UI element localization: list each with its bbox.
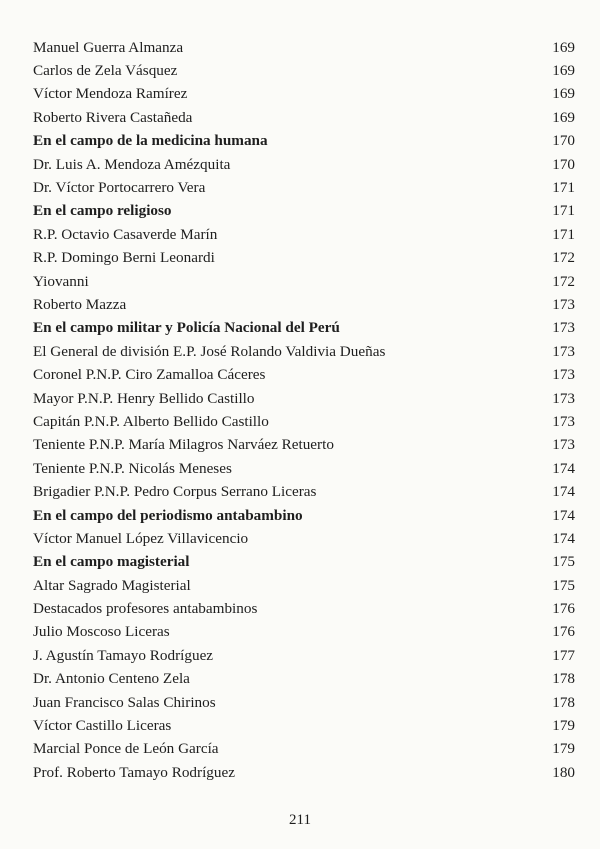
toc-entry-title: Marcial Ponce de León García — [33, 740, 219, 758]
toc-entry — [33, 410, 575, 433]
toc-entry — [33, 527, 575, 550]
toc-entry — [33, 434, 575, 457]
toc-entry-page: 179 — [552, 717, 575, 735]
toc-entry-page: 169 — [552, 62, 575, 80]
toc-entry-title: Destacados profesores antabambinos — [33, 600, 258, 618]
toc-entry-page: 170 — [552, 132, 575, 150]
toc-entry — [33, 480, 575, 503]
toc-entry-page: 169 — [552, 108, 575, 126]
toc-entry — [33, 83, 575, 106]
toc-entry — [33, 176, 575, 199]
toc-entry-page: 174 — [552, 483, 575, 501]
toc-entry-page: 174 — [552, 529, 575, 547]
toc-entry-page: 172 — [552, 272, 575, 290]
toc-entry-page: 170 — [552, 155, 575, 173]
toc-entry — [33, 574, 575, 597]
toc-entry-title: Víctor Mendoza Ramírez — [33, 85, 188, 103]
toc-entry-page: 171 — [552, 179, 575, 197]
toc-section-heading — [33, 200, 575, 223]
toc-entry-page: 177 — [552, 646, 575, 664]
toc-entry — [33, 270, 575, 293]
toc-entry-title: En el campo de la medicina humana — [33, 132, 268, 150]
toc-entry-title: Manuel Guerra Almanza — [33, 38, 184, 56]
toc-entry-title: R.P. Octavio Casaverde Marín — [33, 225, 218, 243]
toc-entry-title: Víctor Castillo Liceras — [33, 717, 172, 735]
toc-entry-title: Prof. Roberto Tamayo Rodríguez — [33, 763, 235, 781]
toc-section-heading — [33, 130, 575, 153]
toc-entry — [33, 387, 575, 410]
toc-entry — [33, 106, 575, 129]
toc-entry-page: 172 — [552, 249, 575, 267]
toc-entry-title: Yiovanni — [33, 272, 89, 290]
toc-entry-page: 173 — [552, 366, 575, 384]
toc-entry-title: Altar Sagrado Magisterial — [33, 576, 191, 594]
toc-entry-title: J. Agustín Tamayo Rodríguez — [33, 646, 214, 664]
toc-entry-page: 173 — [552, 319, 575, 337]
toc-entry-page: 176 — [552, 600, 575, 618]
toc-entry-page: 173 — [552, 342, 575, 360]
toc-entry-page: 180 — [552, 763, 575, 781]
toc-entry-title: Juan Francisco Salas Chirinos — [33, 693, 216, 711]
toc-entry — [33, 644, 575, 667]
toc-entry-page: 173 — [552, 436, 575, 454]
toc-entry-title: En el campo religioso — [33, 202, 172, 220]
toc-entry-page: 175 — [552, 553, 575, 571]
toc-entry-title: Coronel P.N.P. Ciro Zamalloa Cáceres — [33, 366, 266, 384]
table-of-contents — [33, 36, 575, 785]
toc-entry — [33, 293, 575, 316]
toc-entry-title: Teniente P.N.P. Nicolás Meneses — [33, 459, 232, 477]
toc-section-heading — [33, 317, 575, 340]
toc-entry — [33, 59, 575, 82]
toc-entry-page: 175 — [552, 576, 575, 594]
toc-entry — [33, 36, 575, 59]
toc-entry — [33, 761, 575, 784]
toc-entry-title: Capitán P.N.P. Alberto Bellido Castillo — [33, 412, 269, 430]
toc-entry-title: Brigadier P.N.P. Pedro Corpus Serrano Liceras — [33, 483, 317, 501]
toc-entry-title: En el campo magisterial — [33, 553, 190, 571]
toc-entry-page: 179 — [552, 740, 575, 758]
toc-entry-title: Roberto Rivera Castañeda — [33, 108, 193, 126]
toc-entry-title: En el campo del periodismo antabambino — [33, 506, 303, 524]
toc-entry-title: Mayor P.N.P. Henry Bellido Castillo — [33, 389, 255, 407]
toc-entry-title: El General de división E.P. José Rolando Valdivia Dueñas — [33, 342, 386, 360]
toc-entry — [33, 714, 575, 737]
toc-entry-title: R.P. Domingo Berni Leonardi — [33, 249, 215, 267]
toc-entry — [33, 457, 575, 480]
toc-entry — [33, 597, 575, 620]
toc-entry-title: Dr. Luis A. Mendoza Amézquita — [33, 155, 231, 173]
toc-entry — [33, 738, 575, 761]
toc-entry-page: 173 — [552, 295, 575, 313]
toc-entry-title: Dr. Antonio Centeno Zela — [33, 670, 190, 688]
toc-entry-page: 173 — [552, 412, 575, 430]
toc-entry — [33, 691, 575, 714]
toc-entry-page: 169 — [552, 38, 575, 56]
toc-entry-page: 173 — [552, 389, 575, 407]
toc-entry-title: Dr. Víctor Portocarrero Vera — [33, 179, 206, 197]
toc-entry — [33, 247, 575, 270]
toc-entry-title: Carlos de Zela Vásquez — [33, 62, 178, 80]
toc-entry-title: Roberto Mazza — [33, 295, 127, 313]
toc-entry-page: 169 — [552, 85, 575, 103]
toc-entry — [33, 621, 575, 644]
page-number: 211 — [289, 812, 311, 828]
toc-entry — [33, 223, 575, 246]
toc-entry-page: 171 — [552, 225, 575, 243]
toc-entry — [33, 340, 575, 363]
toc-entry-title: En el campo militar y Policía Nacional del Perú — [33, 319, 340, 337]
toc-entry — [33, 668, 575, 691]
toc-entry-title: Julio Moscoso Liceras — [33, 623, 170, 641]
toc-entry-page: 178 — [552, 693, 575, 711]
toc-entry-page: 174 — [552, 506, 575, 524]
toc-section-heading — [33, 551, 575, 574]
toc-section-heading — [33, 504, 575, 527]
toc-entry — [33, 363, 575, 386]
toc-entry-page: 171 — [552, 202, 575, 220]
toc-entry-page: 174 — [552, 459, 575, 477]
toc-entry — [33, 153, 575, 176]
toc-entry-page: 178 — [552, 670, 575, 688]
toc-entry-page: 176 — [552, 623, 575, 641]
toc-entry-title: Teniente P.N.P. María Milagros Narváez Retuerto — [33, 436, 334, 454]
toc-entry-title: Víctor Manuel López Villavicencio — [33, 529, 249, 547]
